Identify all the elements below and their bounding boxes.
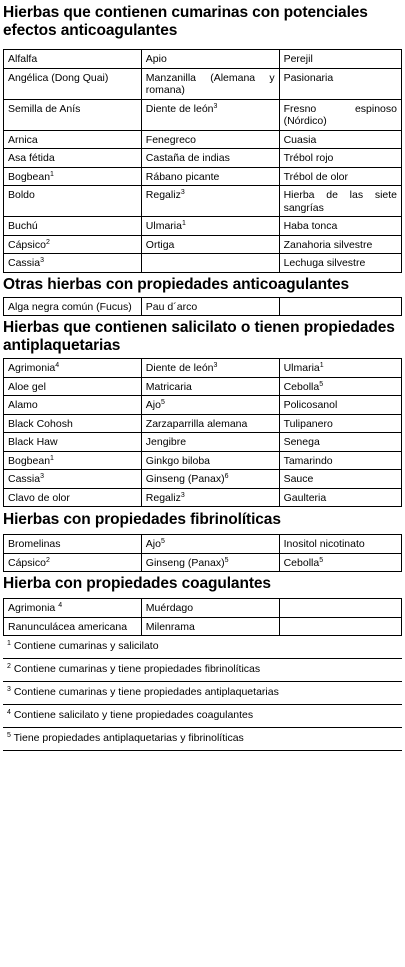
table-cell xyxy=(279,130,401,149)
herb-name: Arnica xyxy=(8,133,38,146)
table-row xyxy=(4,254,402,273)
footnote-number: 1 xyxy=(7,640,11,647)
herb-name: Muérdago xyxy=(145,602,194,614)
herb-name: Regaliz xyxy=(145,189,181,201)
table-row xyxy=(4,186,402,217)
herb-name: Inositol nicotinato xyxy=(283,538,365,550)
table-cell xyxy=(141,297,279,316)
table-cell xyxy=(4,167,142,186)
footnote-ref: 1 xyxy=(50,170,54,178)
table-cell xyxy=(279,617,401,636)
herb-name: Ajo xyxy=(145,399,161,411)
table-cell xyxy=(279,235,401,254)
table-cell xyxy=(141,488,279,507)
footnote-text: Contiene cumarinas y tiene propiedades antiplaquetarias xyxy=(10,686,279,698)
table-cell xyxy=(141,451,279,470)
footnote-item xyxy=(3,705,402,728)
herb-name: Ulmaria xyxy=(283,362,320,374)
table-cell xyxy=(4,217,142,236)
footnote-ref: 3 xyxy=(213,102,218,110)
herb-name: Semilla de Anís xyxy=(8,102,81,115)
herb-name: Cassia xyxy=(8,473,41,485)
table-cell xyxy=(279,297,401,316)
table-coumarins xyxy=(3,49,402,273)
table-row xyxy=(4,396,402,415)
footnote-ref: 3 xyxy=(213,362,218,369)
table-row xyxy=(4,149,402,168)
herb-name: Haba tonca xyxy=(283,220,338,232)
table-cell xyxy=(141,359,279,378)
herb-name: Jengibre xyxy=(145,436,187,448)
table-cell xyxy=(4,68,142,99)
footnote-item xyxy=(3,636,402,659)
table-cell xyxy=(4,396,142,415)
table-cell xyxy=(141,396,279,415)
herb-name: Ulmaria xyxy=(145,220,182,232)
table-row xyxy=(4,414,402,433)
table-coagulant xyxy=(3,598,402,636)
herb-name: Matricaria xyxy=(145,380,192,393)
herb-name: Cebolla xyxy=(283,556,320,569)
footnote-number: 3 xyxy=(7,686,11,693)
herb-name: Black Haw xyxy=(8,436,58,448)
herb-name: Cápsico xyxy=(8,238,46,251)
section-title-coagulant: Hierba con propiedades coagulantes xyxy=(3,575,271,592)
table-body xyxy=(4,50,402,273)
herb-name: Perejil xyxy=(283,53,313,65)
table-cell xyxy=(4,235,142,254)
herb-name: Hierba de las siete sangrías xyxy=(283,189,397,214)
table-cell xyxy=(279,553,401,572)
herb-name: Pasionaria xyxy=(283,71,334,84)
footnotes xyxy=(3,636,402,751)
herb-name: Alga negra común (Fucus) xyxy=(8,300,132,313)
herb-name: Alamo xyxy=(8,399,38,411)
table-cell xyxy=(4,414,142,433)
table-cell xyxy=(141,617,279,636)
table-cell xyxy=(141,414,279,433)
footnote-ref: 1 xyxy=(181,220,186,227)
table-cell xyxy=(141,149,279,168)
table-cell xyxy=(141,553,279,572)
table-cell xyxy=(4,254,142,273)
table-cell xyxy=(141,433,279,452)
herb-name: Clavo de olor xyxy=(8,491,70,504)
section-title-other-anticoagulants: Otras hierbas con propiedades anticoagulantes xyxy=(3,275,350,293)
table-cell xyxy=(141,470,279,489)
table-cell xyxy=(279,68,401,99)
herb-name: Zarzaparrilla alemana xyxy=(145,417,248,430)
footnote-text: Contiene cumarinas y salicilato xyxy=(10,640,159,652)
table-cell xyxy=(279,470,401,489)
herb-name: Gaulteria xyxy=(283,491,327,504)
table-cell xyxy=(141,99,279,130)
table-other-anticoagulants xyxy=(3,297,402,317)
footnote-text: Tiene propiedades antiplaquetarias y fibrinolíticas xyxy=(10,732,244,744)
footnote-ref: 2 xyxy=(45,556,50,564)
footnote-ref: 5 xyxy=(319,380,324,388)
footnote-number: 5 xyxy=(7,732,11,739)
footnote-ref: 5 xyxy=(160,538,165,545)
herb-name: Black Cohosh xyxy=(8,417,73,430)
herb-name: Cebolla xyxy=(283,380,320,393)
herb-name: Bromelinas xyxy=(8,538,61,550)
table-cell xyxy=(279,488,401,507)
herb-name: Cuasia xyxy=(283,133,317,146)
herb-name: Regaliz xyxy=(145,491,181,504)
table-cell xyxy=(279,599,401,618)
footnote-ref: 3 xyxy=(40,257,45,264)
herb-name: Trébol de olor xyxy=(283,170,348,183)
herb-name: Aloe gel xyxy=(8,380,46,393)
table-row xyxy=(4,130,402,149)
table-cell xyxy=(4,617,142,636)
footnote-text: Contiene salicilato y tiene propiedades coagulantes xyxy=(10,709,254,721)
herb-name: Fenegreco xyxy=(145,133,196,146)
table-cell xyxy=(4,377,142,396)
table-cell xyxy=(4,535,142,554)
table-cell xyxy=(279,217,401,236)
table-cell xyxy=(141,235,279,254)
table-row xyxy=(4,359,402,378)
footnote-text: Contiene cumarinas y tiene propiedades fibrinolíticas xyxy=(10,663,261,675)
footnote-item xyxy=(3,682,402,705)
herb-name: Tamarindo xyxy=(283,454,333,467)
table-cell xyxy=(141,186,279,217)
herb-name: Castaña de indias xyxy=(145,152,230,164)
herb-name: Apio xyxy=(145,53,167,65)
table-cell xyxy=(4,186,142,217)
footnote-ref: 5 xyxy=(160,399,165,406)
table-cell xyxy=(141,377,279,396)
table-cell xyxy=(4,297,142,316)
table-cell xyxy=(141,167,279,186)
footnote-number: 2 xyxy=(7,663,11,670)
table-row xyxy=(4,99,402,130)
section-title-coumarins: Hierbas que contienen cumarinas con potenciales efectos anticoagulantes xyxy=(3,4,368,39)
herb-name: Milenrama xyxy=(145,620,195,633)
footnote-ref: 2 xyxy=(45,238,50,246)
footnote-ref: 1 xyxy=(50,454,54,462)
herb-name: Bogbean xyxy=(8,170,51,183)
table-cell xyxy=(141,217,279,236)
footnote-item xyxy=(3,659,402,682)
table-cell xyxy=(279,535,401,554)
table-row xyxy=(4,297,402,316)
footnote-ref: 3 xyxy=(40,473,45,480)
table-row xyxy=(4,553,402,572)
footnote-ref: 5 xyxy=(319,556,324,564)
herb-name: Ginseng (Panax) xyxy=(145,556,225,569)
herb-name: Policosanol xyxy=(283,399,338,411)
herb-name: Diente de león xyxy=(145,102,214,115)
table-body xyxy=(4,535,402,572)
table-cell xyxy=(279,396,401,415)
table-row xyxy=(4,451,402,470)
herb-name: Cápsico xyxy=(8,556,46,569)
table-cell xyxy=(279,186,401,217)
table-cell xyxy=(4,451,142,470)
table-row xyxy=(4,599,402,618)
herb-name: Alfalfa xyxy=(8,53,38,65)
herb-name: Manzanilla (Alemana y romana) xyxy=(145,71,275,96)
table-row xyxy=(4,617,402,636)
herb-name: Rábano picante xyxy=(145,170,220,183)
table-antiplatelet xyxy=(3,358,402,507)
table-cell xyxy=(141,599,279,618)
table-cell xyxy=(4,149,142,168)
table-cell xyxy=(141,254,279,273)
table-fibrinolytic xyxy=(3,534,402,572)
table-cell xyxy=(279,451,401,470)
table-cell xyxy=(279,433,401,452)
footnote-ref: 6 xyxy=(224,473,229,480)
table-cell xyxy=(4,130,142,149)
table-row xyxy=(4,50,402,69)
table-row xyxy=(4,217,402,236)
footnote-item xyxy=(3,728,402,751)
table-cell xyxy=(141,68,279,99)
table-row xyxy=(4,470,402,489)
herb-name: Trébol rojo xyxy=(283,152,334,164)
herb-name: Agrimonia xyxy=(8,602,59,614)
section-title-antiplatelet: Hierbas que contienen salicilato o tienen propiedades antiplaquetarias xyxy=(3,319,395,354)
herb-name: Sauce xyxy=(283,473,314,485)
table-cell xyxy=(279,167,401,186)
herb-name: Tulipanero xyxy=(283,417,333,430)
footnote-ref: 1 xyxy=(319,362,324,369)
table-row xyxy=(4,377,402,396)
footnote-number: 4 xyxy=(7,709,11,716)
herb-name: Fresno espinoso (Nórdico) xyxy=(283,102,397,127)
herb-name: Agrimonia xyxy=(8,362,56,374)
table-row xyxy=(4,68,402,99)
herb-name: Bogbean xyxy=(8,454,51,467)
table-cell xyxy=(141,50,279,69)
herbs-document xyxy=(3,0,402,751)
table-cell xyxy=(279,149,401,168)
herb-name: Angélica (Dong Quai) xyxy=(8,71,109,84)
table-row xyxy=(4,167,402,186)
table-cell xyxy=(279,99,401,130)
herb-name: Boldo xyxy=(8,189,35,201)
table-cell xyxy=(4,488,142,507)
table-cell xyxy=(4,359,142,378)
table-cell xyxy=(141,535,279,554)
herb-name: Zanahoria silvestre xyxy=(283,238,373,251)
herb-name: Senega xyxy=(283,436,320,448)
table-body xyxy=(4,599,402,636)
table-body xyxy=(4,359,402,507)
table-cell xyxy=(279,254,401,273)
herb-name: Ginkgo biloba xyxy=(145,454,211,467)
herb-name: Cassia xyxy=(8,257,41,269)
table-cell xyxy=(279,359,401,378)
table-cell xyxy=(4,99,142,130)
herb-name: Asa fétida xyxy=(8,152,55,164)
table-body xyxy=(4,297,402,316)
herb-name: Lechuga silvestre xyxy=(283,257,366,269)
footnote-ref: 5 xyxy=(224,556,229,564)
table-cell xyxy=(279,50,401,69)
herb-name: Ginseng (Panax) xyxy=(145,473,225,485)
section-title-fibrinolytic: Hierbas con propiedades fibrinolíticas xyxy=(3,511,281,528)
table-row xyxy=(4,535,402,554)
herb-name: Ajo xyxy=(145,538,161,550)
herb-name: Buchú xyxy=(8,220,38,232)
herb-name: Ranunculácea americana xyxy=(8,620,128,633)
table-cell xyxy=(279,377,401,396)
table-cell xyxy=(4,433,142,452)
table-cell xyxy=(141,130,279,149)
table-cell xyxy=(4,470,142,489)
table-row xyxy=(4,488,402,507)
footnote-ref: 4 xyxy=(58,602,63,609)
herb-name: Diente de león xyxy=(145,362,214,374)
footnote-ref: 4 xyxy=(55,362,60,369)
table-row xyxy=(4,433,402,452)
table-cell xyxy=(4,50,142,69)
footnote-ref: 3 xyxy=(180,491,185,499)
table-cell xyxy=(279,414,401,433)
table-cell xyxy=(4,599,142,618)
herb-name: Ortiga xyxy=(145,238,175,251)
herb-name: Pau d´arco xyxy=(145,300,198,313)
table-row xyxy=(4,235,402,254)
footnote-ref: 3 xyxy=(180,189,185,196)
table-cell xyxy=(4,553,142,572)
